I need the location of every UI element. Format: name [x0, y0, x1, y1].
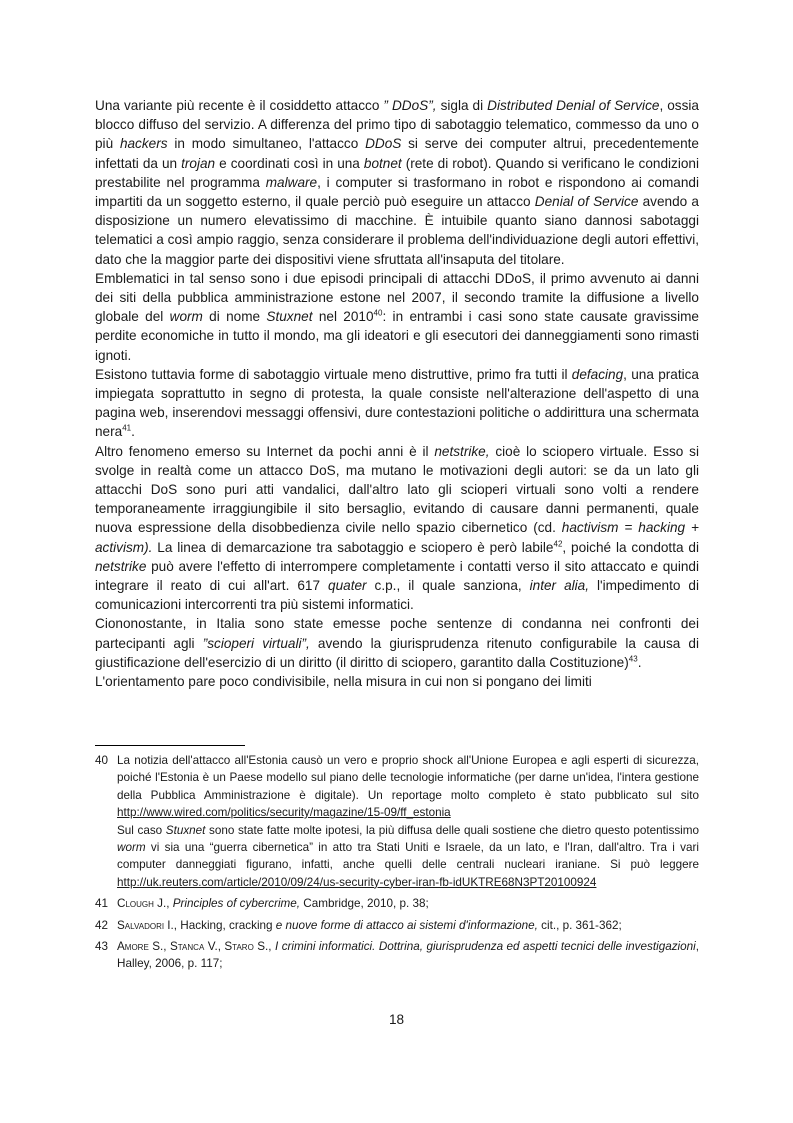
- main-text: [95, 96, 699, 691]
- footnote-ref[interactable]: 42: [553, 539, 563, 549]
- footnote-number: 40: [95, 754, 109, 767]
- page-number: 18: [388, 1012, 405, 1027]
- paragraph: Esistono tuttavia forme di sabotaggio virtuale meno distruttive, primo fra tutti il defacing, una pratica impiegata soprattutto in segno di protesta, la quale consiste nell'alterazione dell'aspetto di una pagina web, inserendovi messaggi offensivi, dure contestazioni politiche o addirittura una schermata nera$^{41}$.: [95, 366, 699, 440]
- paragraph: Altro fenomeno emerso su Internet da pochi anni è il netstrike, cioè lo sciopero virtuale. Esso si svolge in realtà come un attacco DoS, ma mutano le motivazioni degli autori: se da un lato gli attacchi DoS sono puri atti vandalici, dall'altro lato gli scioperi virtuali sono volti a rendere temporaneamente irraggiungibile il sito bersaglio, evitando di causare danni permanenti, quale nuova espressione della disobbedienza civile nello spazio cibernetico (cd. hactivism = hacking + activism). La linea di demarcazione tra sabotaggio e sciopero è però labile$^{42}$, poiché la condotta di netstrike può avere l'effetto di interrompere completamente i contatti verso il sito attaccato e quindi integrare il reato di cui all'art. 617 quater c.p., il quale sanziona, inter alia, l'impedimento di comunicazioni intercorrenti tra più sistemi informatici.: [95, 443, 699, 613]
- footnote-separator: [95, 745, 245, 746]
- footnotes: [95, 752, 699, 977]
- footnote-number: 42: [95, 918, 109, 932]
- paragraph: Ciononostante, in Italia sono state emesse poche sentenze di condanna nei confronti dei partecipanti agli ”scioperi virtuali”, avendo la giurisprudenza ritenuto configurabile la causa di giustificazione dell'esercizio di un diritto (il diritto di sciopero, garantito dalla Costituzione)$^{43}$.: [95, 616, 700, 670]
- wired-link[interactable]: http://www.wired.com/politics/security/magazine/15-09/ff_estonia: [117, 806, 451, 820]
- footnote-43: 43 Amore S., Stanca V., Staro S., I crimini informatici. Dottrina, giurisprudenza ed aspetti tecnici delle investigazioni, Halley, 2006, p. 117;: [95, 940, 699, 971]
- paragraph: Una variante più recente è il cosiddetto attacco ” DDoS”, sigla di Distributed Denial of Service, ossia blocco diffuso del servizio. A differenza del primo tipo di sabotaggio telematico, commesso da uno o più hackers in modo simultaneo, l'attacco DDoS si serve dei computer altrui, precedentemente infettati da un trojan e coordinati così in una botnet (rete di robot). Quando si verificano le condizioni prestabilite nel programma malware, i computer si trasformano in robot e rispondono ai comandi impartiti da un soggetto esterno, il quale perciò può eseguire un attacco Denial of Service avendo a disposizione un numero elevatissimo di macchine. È intuibile quanto siano dannosi sabotaggi telematici a così ampio raggio, senza considerare il problema dell'individuazione degli autori effettivi, dato che la maggior parte dei dispositivi viene sfruttata all'insaputa del titolare.: [95, 98, 699, 267]
- footnote-number: 43: [95, 940, 109, 954]
- footnote-41: 41 Clough J., Principles of cybercrime, Cambridge, 2010, p. 38;: [95, 895, 699, 912]
- footnote-ref[interactable]: 43: [628, 654, 638, 664]
- footnote-number: 41: [95, 897, 109, 911]
- footnote-ref[interactable]: 41: [122, 423, 132, 433]
- footnote-ref[interactable]: 40: [373, 308, 383, 318]
- paragraph: L'orientamento pare poco condivisibile, nella misura in cui non si pongano dei limiti: [95, 674, 592, 690]
- reuters-link[interactable]: http://uk.reuters.com/article/2010/09/24/us-security-cyber-iran-fb-idUKTRE68N3PT20100924: [117, 875, 597, 889]
- footnote-42: 42 Salvadori I., Hacking, cracking e nuove forme di attacco ai sistemi d'informazione, cit., p. 361-362;: [95, 917, 699, 934]
- paragraph: Emblematici in tal senso sono i due episodi principali di attacchi DDoS, il primo avvenuto ai danni dei siti della pubblica amministrazione estone nel 2007, il secondo tramite la diffusione a livello globale del worm di nome Stuxnet nel 2010$^{40}$: in entrambi i casi sono state causate gravissime perdite economiche in tutto il mondo, ma gli ideatori e gli esecutori dei danneggiamenti sono rimasti ignoti.: [95, 270, 699, 363]
- footnote-40: 40 La notizia dell'attacco all'Estonia causò un vero e proprio shock all'Unione Europea e agli esperti di sicurezza, poiché l'Estonia è un Paese modello sul piano delle tecnologie informatiche (per darne un'idea, l'intera gestione della Pubblica Amministrazione è digitale). Un reportage molto completo è stato pubblicato sul sito http://www.wired.com/politics/security/magazine/15-09/ff_estonia Sul caso Stuxnet sono state fatte molte ipotesi, la più diffusa delle quali sostiene che dietro questo potentissimo worm vi sia una “guerra cibernetica” in atto tra Stati Uniti e Israele, da un lato, e l'Iran, dall'altro. Tra i vari computer danneggiati figurano, infatti, anche quelli delle centrali nucleari iraniane. Si può leggere http://uk.reuters.com/article/2010/09/24/us-security-cyber-iran-fb-idUKTRE68N3PT20100924: [95, 754, 700, 889]
